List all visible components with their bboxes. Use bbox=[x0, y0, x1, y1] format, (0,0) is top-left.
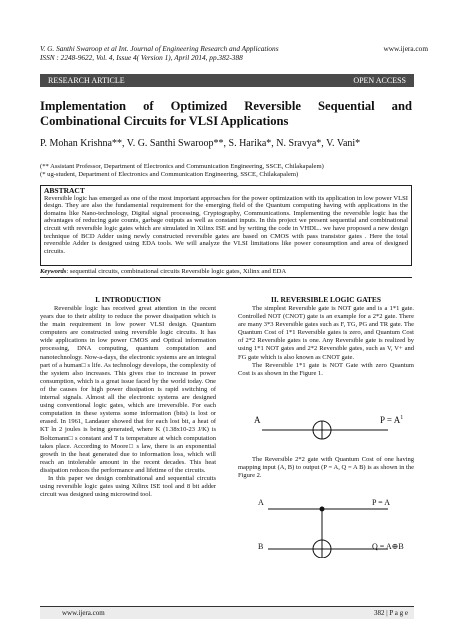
journal-issn: ISSN : 2248-9622, Vol. 4, Issue 4( Version 1), April 2014, pp.382-388 bbox=[40, 53, 243, 62]
fig2-output-q: Q = A⊕B bbox=[372, 542, 404, 551]
abstract-heading: ABSTRACT bbox=[44, 186, 85, 195]
figure-2-cnot-gate bbox=[240, 494, 416, 558]
keywords-text: : sequential circuits, combinational circuits Reversible logic gates, Xilinx and EDA bbox=[66, 268, 287, 275]
journal-citation: V. G. Santhi Swaroop et al Int. Journal of Engineering Research and Applications bbox=[40, 44, 279, 53]
article-banner bbox=[40, 74, 414, 87]
figure-1-not-gate bbox=[240, 410, 416, 446]
abstract-text: Reversible logic has emerged as one of the most important approaches for the power optimization with its application in low power VLSI design. They are also the fundamental requirement for the emerging field of the Quantum computing having with applications in the domains like Nano-technology, Digital signal processing, Cryptography, Communications. Implementing the reversible logic has the advantages of reducing gate counts, garbage outputs as well as constant inputs. In this project we present sequential and combinational circuit with reversible logic gates which are simulated in Xilinx ISE and by writing the code in VHDL.. we have proposed a new design technique of BCD Adder using newly constructed reversible gates are based on CMOS with pass transistor gates . Here the total reversible Adder is designed using EDA tools. We will analyze the VLSI limitations like power consumption and area of designed circuits. bbox=[44, 194, 408, 255]
intro-paragraph-1: Reversible logic has received great attention in the recent years due to their ability to reduce the power dissipation which is the main requirement in low power VLSI design. Quantum computers are constructed using reversible logic circuits. It has wide applications in low power CMOS and Optical information processing, DNA computing, quantum computation and nanotechnology. Now-a-days, the electronic systems are an integral part of a human□ s life. As technology develops, the complexity of the system also increases. This gives rise to increase in power consumption, which is a great issue faced by the world today. One of the causes for high power dissipation is rapid switching of internal signals. Almost all the electronic systems are designed using conventional logic gates, which are irreversible. For each computation in these systems some information (bits) is lost or erased. In 1961, Landauer showed that for each lost bit, a heat of KT ln 2 joules is being generated, where K (1.38x10-23 J/K) is Boltzmann□ s constant and T is temperature at which computation takes place. According to Moore□ s law, there is an exponential growth in the heat generated due to information loss, which will reach an intolerable amount in the recent decades. This heat dissipation reduces the performance and lifetime of the circuits. bbox=[40, 305, 216, 474]
affiliation-2: (* ug-student, Department of Electronics and Communication Engineering, SSCE, Chilakapalem) bbox=[40, 171, 299, 178]
fig1-output-label: $P = A^1$ bbox=[380, 415, 404, 425]
section-heading-introduction: I. INTRODUCTION bbox=[95, 295, 161, 304]
footer-page-number: 382 | P a g e bbox=[374, 609, 408, 617]
keywords-line bbox=[40, 268, 412, 278]
gates-paragraph-1: The simplest Reversible gate is NOT gate and is a 1*1 gate. Controlled NOT (CNOT) gate is an example for a 2*2 gate. There are many 3*3 Reversible gates such as F, TG, PG and TR gate. The Quantum Cost of 1*1 Reversible gates is zero, and Quantum Cost of 2*2 Reversible gates is one. Any Reversible gate is realized by using 1*1 NOT gates and 2*2 Reversible gates, such as V, V+ and FG gate which is also known as CNOT gate. bbox=[238, 305, 414, 361]
keywords-label: Keywords bbox=[40, 268, 67, 275]
footer-site-link[interactable]: www.ijera.com bbox=[62, 609, 105, 617]
affiliation-1: (** Assistant Professor, Department of Electronics and Communication Engineering, SSCE, Chilakapalem) bbox=[40, 163, 324, 170]
fig2-output-p: P = A bbox=[372, 498, 390, 507]
section-heading-reversible-gates: II. REVERSIBLE LOGIC GATES bbox=[271, 295, 381, 304]
journal-site-link[interactable]: www.ijera.com bbox=[383, 44, 428, 53]
left-column bbox=[40, 295, 216, 499]
running-header bbox=[40, 44, 428, 62]
gates-paragraph-2: The Reversible 1*1 gate is NOT Gate with zero Quantum Cost is as shown in the Figure 1. bbox=[238, 361, 414, 377]
abstract-box bbox=[40, 185, 412, 266]
fig2-input-a: A bbox=[258, 498, 264, 507]
right-column-continued bbox=[238, 456, 414, 480]
right-column bbox=[238, 295, 414, 378]
fig1-input-label: A bbox=[254, 415, 261, 425]
article-type: RESEARCH ARTICLE bbox=[48, 76, 125, 85]
page-footer bbox=[40, 606, 414, 619]
fig2-input-b: B bbox=[258, 542, 264, 551]
access-type: OPEN ACCESS bbox=[353, 76, 406, 85]
author-list: P. Mohan Krishna**, V. G. Santhi Swaroop**, S. Harika*, N. Sravya*, V. Vani* bbox=[40, 138, 361, 149]
gates-paragraph-3: The Reversible 2*2 gate with Quantum Cost of one having mapping input (A, B) to output (P = A, Q = A B) is as shown in the Figure 2. bbox=[238, 456, 414, 480]
intro-paragraph-2: In this paper we design combinational and sequential circuits using reversible logic gates using Xilinx ISE tool and 8 bit adder circuit was designed using microwind tool. bbox=[40, 474, 216, 499]
paper-title: Implementation of Optimized Reversible Sequential and Combinational Circuits for VLSI Applications bbox=[40, 99, 412, 128]
